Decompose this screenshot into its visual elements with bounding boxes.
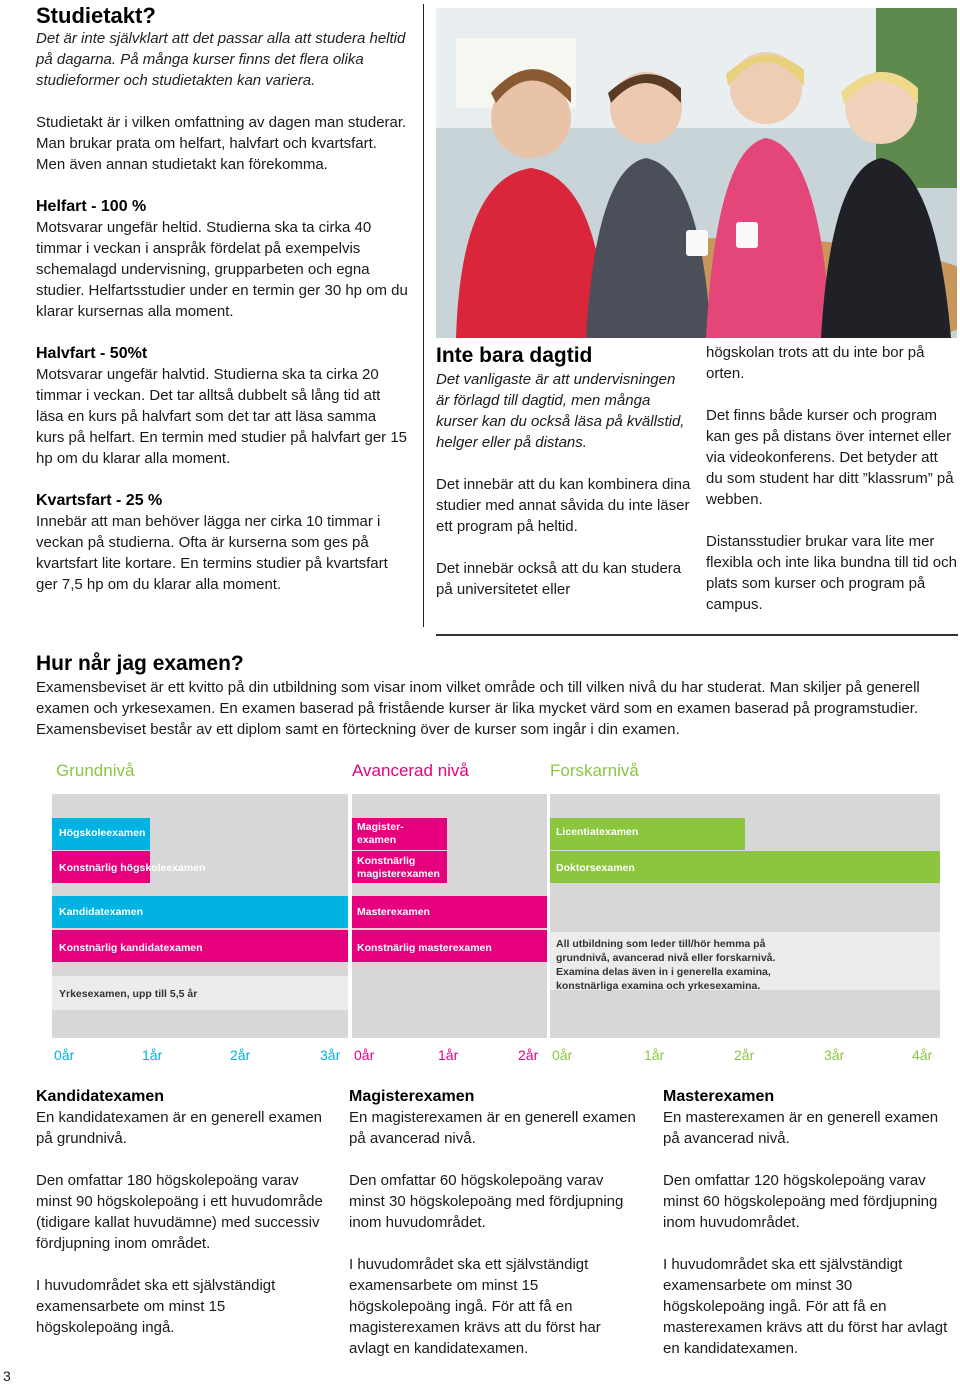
tick-grund-3: 3år: [320, 1047, 341, 1063]
tick-avancerad-2: 2år: [518, 1047, 539, 1063]
konstnarlig-kandidatexamen-label: Konstnärlig kandidatexamen: [59, 942, 203, 954]
dagtid-p2: Det innebär också att du kan studera på universitetet eller: [436, 560, 682, 598]
konstnarlig-hogskoleexamen-label: Konstnärlig högskoleexamen: [59, 862, 206, 874]
konstnarlig-magister-label-2: magisterexamen: [357, 868, 440, 880]
magisterexamen-column: [349, 1086, 639, 1359]
kandidatexamen-p3: I huvudområdet ska ett självständigt examensarbete om minst 15 högskolepoäng ingå.: [36, 1277, 276, 1336]
kandidatexamen-p1: En kandidatexamen är en generell examen på grundnivå.: [36, 1109, 323, 1147]
header-grundniva: Grundnivå: [56, 761, 135, 780]
konstnarlig-masterexamen-label: Konstnärlig masterexamen: [357, 942, 492, 954]
hogskoleexamen-label: Högskoleexamen: [59, 827, 146, 839]
note-line-1: All utbildning som leder till/hör hemma på: [556, 938, 766, 950]
studietakt-column: [36, 4, 408, 595]
masterexamen-column: [663, 1086, 953, 1359]
tick-grund-0: 0år: [54, 1047, 75, 1063]
masterexamen-label: Masterexamen: [357, 906, 430, 918]
masterexamen-heading: Masterexamen: [663, 1088, 775, 1105]
tick-avancerad-1: 1år: [438, 1047, 459, 1063]
yrkesexamen-label: Yrkesexamen, upp till 5,5 år: [59, 988, 198, 1000]
masterexamen-p3: I huvudområdet ska ett självständigt examensarbete om minst 30 högskolepoäng ingå. För att få en masterexamen krävs att du först har avlagt en kandidatexamen.: [663, 1256, 948, 1357]
note-line-4: konstnärliga examina och yrkesexamina.: [556, 980, 761, 992]
studietakt-paragraph: Studietakt är i vilken omfattning av dagen man studerar. Man brukar prata om helfart, halvfart och kvartsfart. Men även annan studietakt kan förekomma.: [36, 114, 407, 173]
exam-section: [36, 651, 936, 740]
degree-levels-diagram: [52, 756, 940, 1068]
dagtid-title: Inte bara dagtid: [436, 344, 593, 367]
licentiatexamen-label: Licentiatexamen: [556, 826, 639, 838]
tick-grund-2: 2år: [230, 1047, 251, 1063]
distans-column: [706, 342, 958, 615]
tick-forskar-0: 0år: [552, 1047, 573, 1063]
note-line-2: grundnivå, avancerad nivå eller forskarnivå.: [556, 952, 776, 964]
helfart-text: Motsvarar ungefär heltid. Studierna ska ta cirka 40 timmar i veckan i anspråk fördelat på exempelvis schemalagd undervisning, grupparbeten och egna studier. Helfartsstudier under en termin ger 30 hp om du klarar kursernas alla moment.: [36, 219, 408, 320]
dagtid-p1: Det innebär att du kan kombinera dina studier med annat såvida du inte läser ett program på heltid.: [436, 476, 691, 535]
kandidatexamen-p2: Den omfattar 180 högskolepoäng varav minst 90 högskolepoäng i ett huvudområde (tidigare kallat huvudämne) med successiv fördjupning inom området.: [36, 1172, 323, 1252]
tick-forskar-1: 1år: [644, 1047, 665, 1063]
kvartsfart-heading: Kvartsfart - 25 %: [36, 492, 163, 509]
kvartsfart-text: Innebär att man behöver lägga ner cirka 10 timmar i veckan på studierna. Ofta är kurserna som ges på kvartsfart lite kortare. En termins studier på kvartsfart ger 7,5 hp om du klarar alla moment.: [36, 513, 388, 593]
distans-p1: högskolan trots att du inte bor på orten.: [706, 344, 925, 382]
magisterexamen-p3: I huvudområdet ska ett självständigt examensarbete om minst 15 högskolepoäng ingå. För att få en magisterexamen krävs att du först har avlagt en kandidatexamen.: [349, 1256, 601, 1357]
masterexamen-p1: En masterexamen är en generell examen på avancerad nivå.: [663, 1109, 939, 1147]
magisterexamen-p1: En magisterexamen är en generell examen på avancerad nivå.: [349, 1109, 636, 1147]
magisterexamen-label-1: Magister-: [357, 821, 404, 833]
halvfart-heading: Halvfart - 50%t: [36, 345, 148, 362]
tick-avancerad-0: 0år: [354, 1047, 375, 1063]
students-photo: [436, 8, 957, 338]
page-number: 3: [3, 1368, 11, 1384]
exam-title: Hur når jag examen?: [36, 652, 244, 675]
dagtid-intro: Det vanligaste är att undervisningen är förlagd till dagtid, men många kurser kan du också läsa på kvällstid, helger eller på distans.: [436, 371, 685, 451]
column-divider: [423, 4, 424, 627]
konstnarlig-magister-label-1: Konstnärlig: [357, 855, 416, 867]
tick-forskar-2: 2år: [734, 1047, 755, 1063]
magisterexamen-label-2: examen: [357, 834, 397, 846]
tick-forskar-4: 4år: [912, 1047, 933, 1063]
halvfart-text: Motsvarar ungefär halvtid. Studierna ska ta cirka 20 timmar i veckan. Det tar alltså dubbelt så lång tid att läsa en kurs på halvfart som det tar att läsa samma kurs på helfart. En termin med studier på halvfart ger 15 hp om du klarar alla moment.: [36, 366, 408, 467]
tick-forskar-3: 3år: [824, 1047, 845, 1063]
magisterexamen-p2: Den omfattar 60 högskolepoäng varav minst 30 högskolepoäng med fördjupning inom huvudområdet.: [349, 1172, 624, 1231]
distans-p2: Det finns både kurser och program kan ges på distans över internet eller via videokonferens. Det betyder att du som student har ditt ”klassrum” på webben.: [706, 407, 954, 508]
masterexamen-p2: Den omfattar 120 högskolepoäng varav minst 60 högskolepoäng med fördjupning inom huvudområdet.: [663, 1172, 938, 1231]
distans-p3: Distansstudier brukar vara lite mer flexibla och inte lika bundna till tid och plats som kurser och program på campus.: [706, 533, 957, 613]
doktorsexamen-label: Doktorsexamen: [556, 862, 635, 874]
kandidatexamen-heading: Kandidatexamen: [36, 1088, 165, 1105]
kandidatexamen-label: Kandidatexamen: [59, 906, 144, 918]
helfart-heading: Helfart - 100 %: [36, 198, 147, 215]
tick-grund-1: 1år: [142, 1047, 163, 1063]
kandidatexamen-column: [36, 1086, 326, 1338]
studietakt-intro: Det är inte självklart att det passar alla att studera heltid på dagarna. På många kurser finns det flera olika studieformer och studietakten kan variera.: [36, 30, 406, 89]
header-avancerad: Avancerad nivå: [352, 761, 469, 780]
section-rule: [436, 634, 958, 636]
header-forskar: Forskarnivå: [550, 761, 639, 780]
note-line-3: Examina delas även in i generella examina,: [556, 966, 771, 978]
studietakt-title: Studietakt?: [36, 3, 156, 28]
magisterexamen-heading: Magisterexamen: [349, 1088, 475, 1105]
dagtid-column: [436, 343, 691, 600]
exam-text: Examensbeviset är ett kvitto på din utbildning som visar inom vilket område och till vilken nivå du har studerat. Man skiljer på generell examen och yrkesexamen. En examen baserad på fristående kurser är lika mycket värd som en examen baserad på programstudier. Examensbeviset består av ett diplom samt en förteckning över de kurser som ingår i din examen.: [36, 679, 920, 738]
